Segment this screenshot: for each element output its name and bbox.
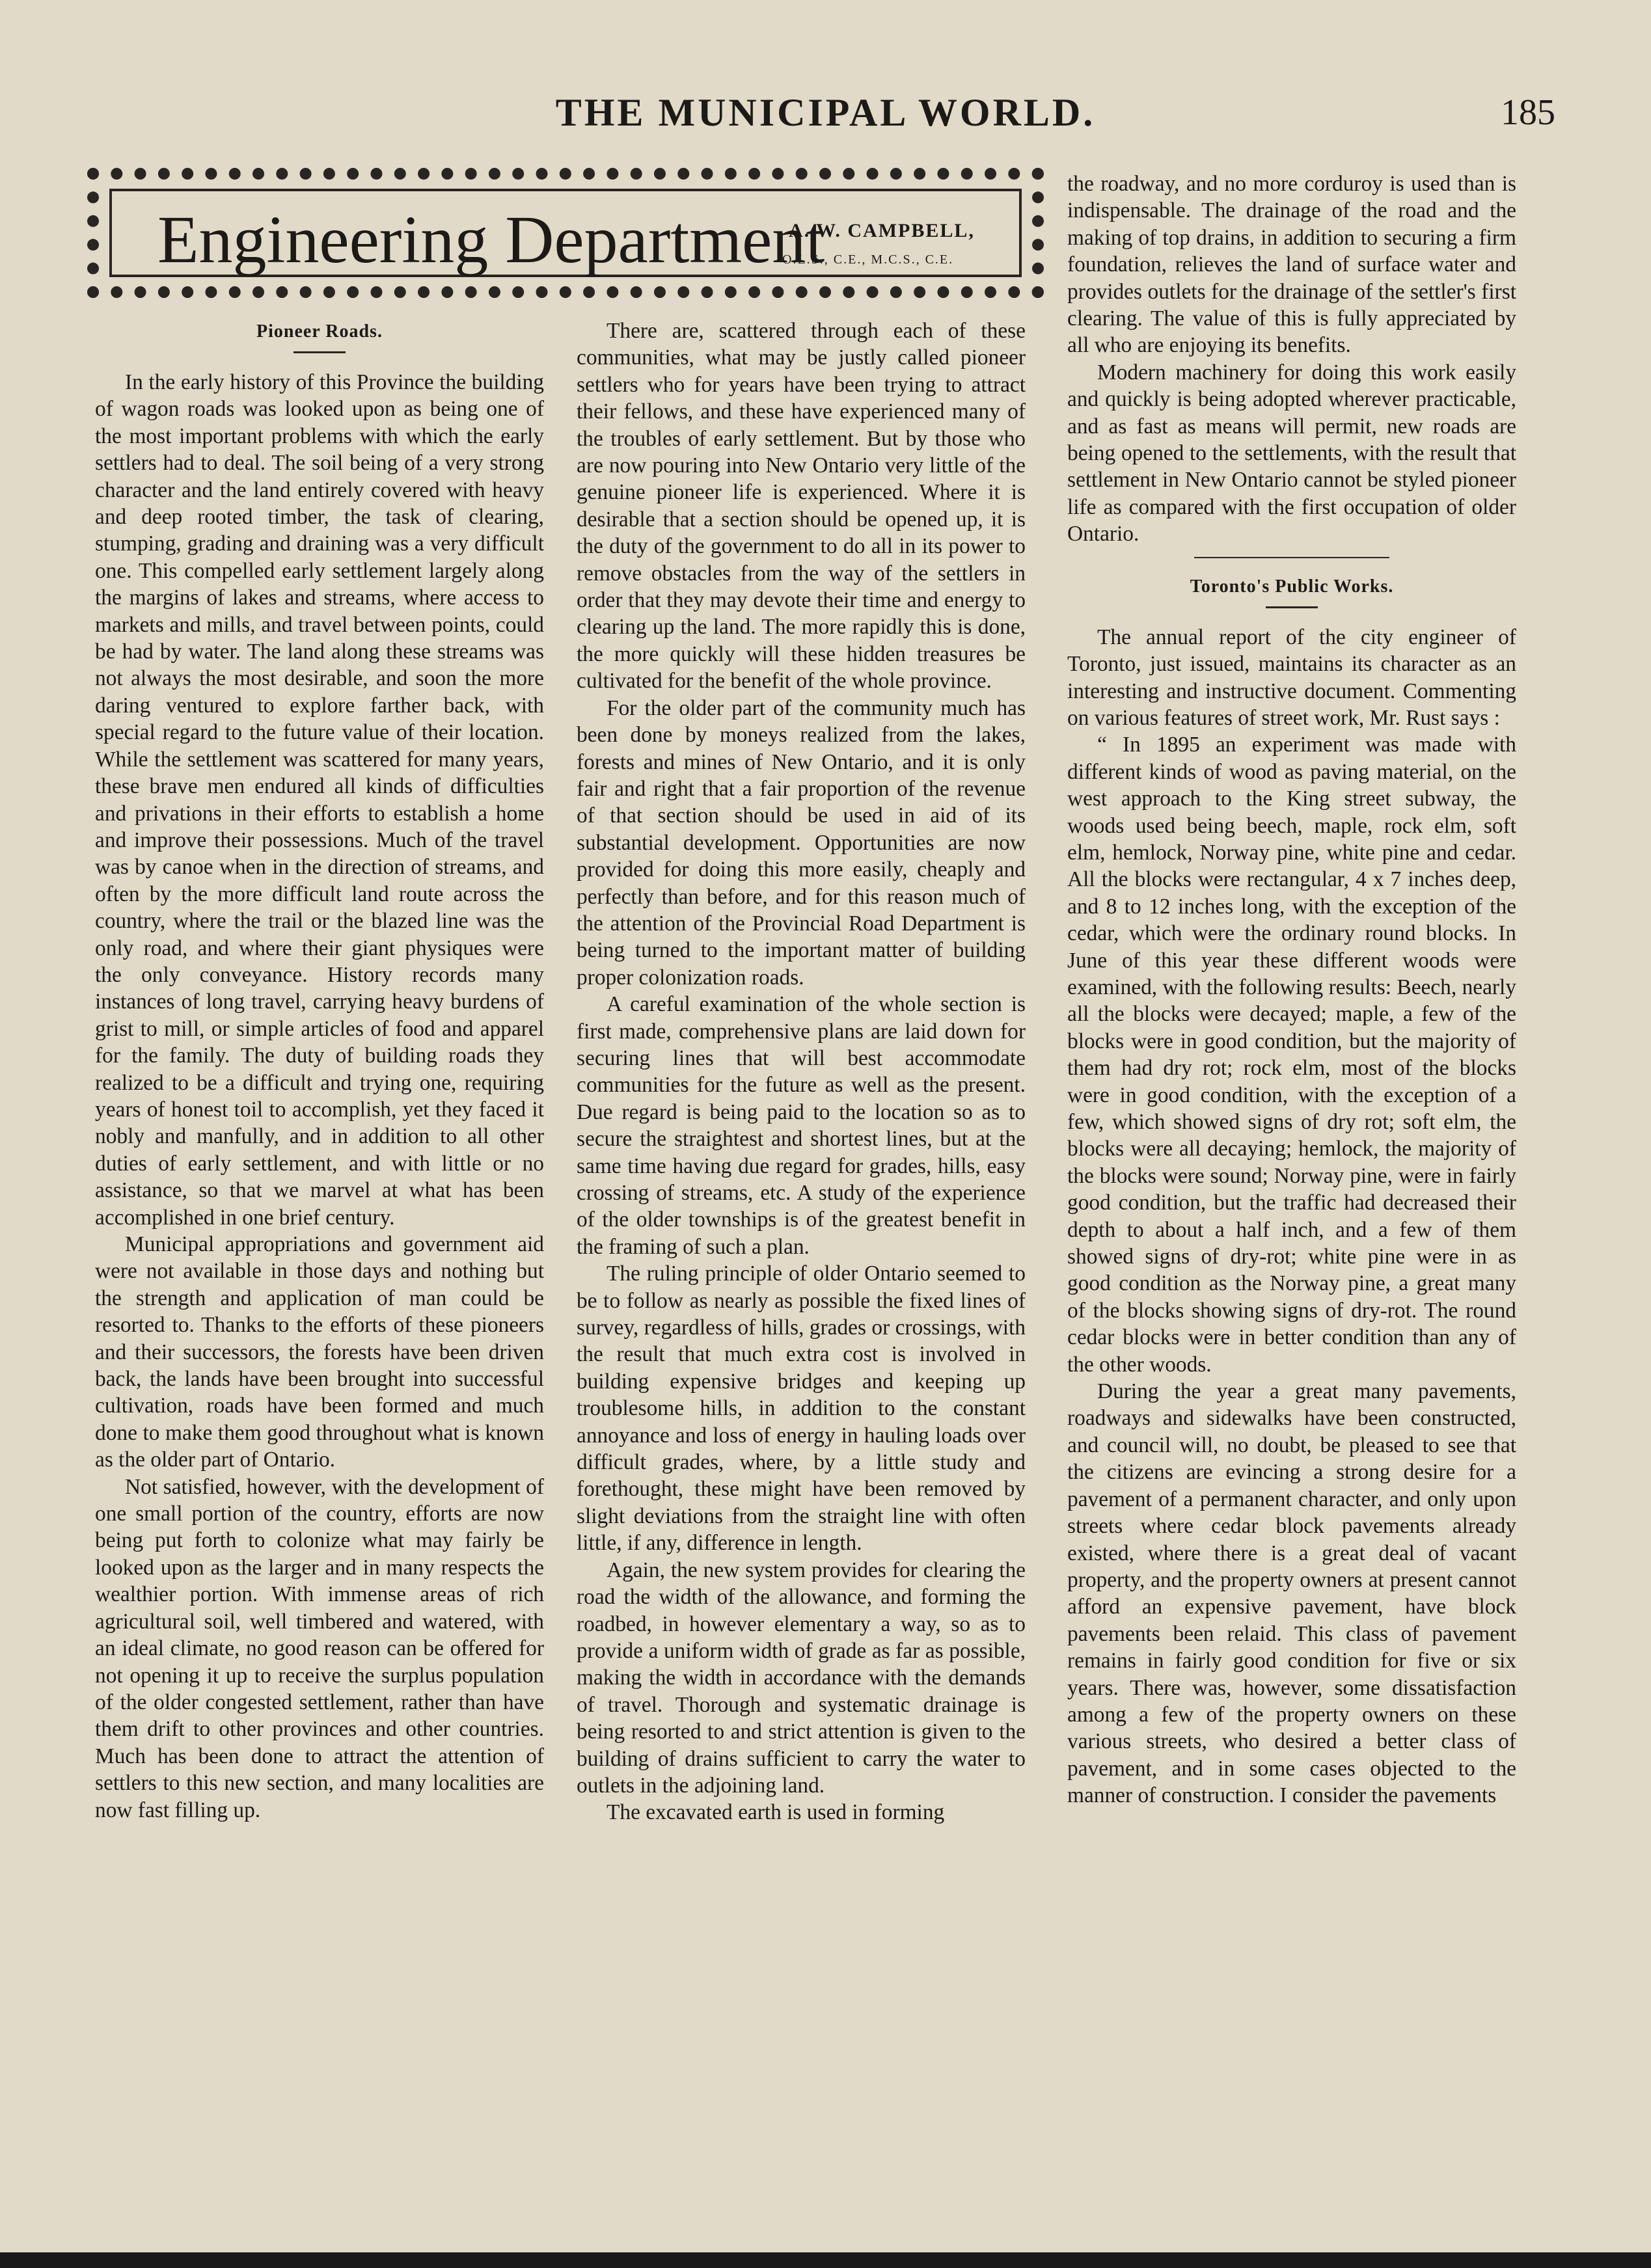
- paragraph: In the early history of this Province the building of wagon roads was looked upon as being one of the most important problems with which the early settlers had to deal. The soil being of a very strong character and the land entirely covered with heavy and deep rooted timber, the task of clearing, stumping, grading and draining was a very difficult one. This compelled early settlement largely along the margins of lakes and streams, where access to markets and mills, and travel between points, could be had by water. The land along these streams was not always the most desirable, and soon the more daring ventured to explore farther back, with special regard to the future value of their location. While the settlement was scattered for many years, these brave men endured all kinds of difficulties and privations in their efforts to establish a home and improve their possessions. Much of the travel was by canoe when in the direction of streams, and often by the more difficult land route across the country, where the trail or the blazed line was the only road, and where their giant physiques were the only conveyance. History records many instances of long travel, carrying heavy burdens of grist to mill, or simple articles of food and apparel for the family. The duty of building roads they realized to be a difficult and trying one, requiring years of honest toil to accomplish, yet they faced it nobly and manfully, and in addition to all other duties of early settlement, and with little or no assistance, so that we marvel at what has been accomplished in one brief century.: [95, 370, 544, 1230]
- byline-credentials: O.L.S., C.E., M.C.S., C.E.: [782, 252, 954, 267]
- column-3: [1067, 170, 1516, 1809]
- paragraph: The annual report of the city engineer of Toronto, just issued, maintains its character as an interesting and instructive document. Commenting on various features of street work, Mr. Rust says :: [1067, 625, 1516, 730]
- section-heading-torontos-public-works: Toronto's Public Works.: [1190, 576, 1394, 597]
- column-2: [577, 317, 1026, 1826]
- heading-rule: [1266, 606, 1318, 608]
- masthead-border: [87, 168, 1044, 298]
- paragraph: During the year a great many pavements, roadways and sidewalks have been constructed, and council will, no doubt, be pleased to see that the citizens are evincing a strong desire for a pavement of a permanent character, and only upon streets where cedar block pavements already existed, where there is a great deal of vacant property, and the property owners at present cannot afford an expensive pavement, have block pavements been relaid. This class of pavement remains in fairly good condition for five or six years. There was, however, some dissatisfaction among a few of the property owners on these various streets, who desired a better class of pavement, and in some cases objected to the manner of construction. I consider the pavements: [1067, 1379, 1516, 1808]
- paragraph: The ruling principle of older Ontario seemed to be to follow as nearly as possible the fixed lines of survey, regardless of hills, grades or crossings, with the result that much extra cost is involved in building expensive bridges and keeping up troublesome hills, in addition to the constant annoyance and loss of energy in hauling loads over difficult grades, where, by a little study and forethought, these might have been removed by slight deviations from the straight line with often little, if any, difference in length.: [577, 1262, 1026, 1556]
- paragraph: Again, the new system provides for clearing the road the width of the allowance, and forming the roadbed, in however elementary a way, so as to provide a uniform width of grade as far as possible, making the width in accordance with the demands of travel. Thorough and systematic drainage is being resorted to and strict attention is given to the building of drains sufficient to carry the water to outlets in the adjoining land.: [577, 1558, 1026, 1798]
- heading-rule: [293, 351, 346, 353]
- byline-author: A. W. CAMPBELL,: [789, 220, 975, 241]
- paragraph: Not satisfied, however, with the development of one small portion of the country, efforts are now being put forth to colonize what may fairly be looked upon as the larger and in many respects the wealthier portion. With immense areas of rich agricultural soil, well timbered and watered, with an ideal climate, no good reason can be offered for not opening it up to receive the surplus population of the older congested settlement, rather than have them drift to other provinces and other countries. Much has been done to attract the attention of settlers to this new section, and many localities are now fast filling up.: [95, 1474, 544, 1822]
- paragraph: There are, scattered through each of these communities, what may be justly called pioneer settlers who for years have been trying to attract their fellows, and these have experienced many of the troubles of early settlement. But by those who are now pouring into New Ontario very little of the genuine pioneer life is experienced. Where it is desirable that a section should be opened up, it is the duty of the government to do all in its power to remove obstacles from the way of the settlers in order that they may devote their time and energy to clearing up the land. The more rapidly this is done, the more quickly will these hidden treasures be cultivated for the benefit of the whole province.: [577, 319, 1026, 694]
- paragraph: Municipal appropriations and government aid were not available in those days and nothing but the strength and application of man could be resorted to. Thanks to the efforts of these pioneers and their successors, the forests have been driven back, the lands have been brought into successful cultivation, roads have been formed and much done to make them good throughout what is known as the older part of Ontario.: [95, 1232, 544, 1472]
- paragraph: the roadway, and no more corduroy is used than is indispensable. The drainage of the road and the making of top drains, in addition to securing a firm foundation, relieves the land of surface water and provides outlets for the drainage of the settler's first clearing. The value of this is fully appreciated by all who are enjoying its benefits.: [1067, 172, 1516, 358]
- paragraph: The excavated earth is used in forming: [607, 1800, 945, 1825]
- department-title: Engineering Department: [157, 202, 825, 277]
- paragraph: Modern machinery for doing this work easily and quickly is being adopted wherever practicable, and as fast as means will permit, new roads are being opened to the settlements, with the result that settlement in New Ontario cannot be styled pioneer life as compared with the first occupation of older Ontario.: [1067, 360, 1516, 547]
- paragraph: A careful examination of the whole section is first made, comprehensive plans are laid down for securing lines that will best accommodate communities for the future as well as the present. Due regard is being paid to the location so as to secure the straightest and shortest lines, but at the same time having due regard for grades, hills, easy crossing of streams, etc. A study of the experience of the older townships is of the greatest benefit in the framing of such a plan.: [577, 992, 1026, 1259]
- masthead-frame: [109, 189, 1022, 277]
- paragraph: “ In 1895 an experiment was made with different kinds of wood as paving material, on the west approach to the King street subway, the woods used being beech, maple, rock elm, soft elm, hemlock, Norway pine, white pine and cedar. All the blocks were rectangular, 4 x 7 inches deep, and 8 to 12 inches long, with the exception of the cedar, which were the ordinary round blocks. In June of this year these different woods were examined, with the following results: Beech, nearly all the blocks were decayed; maple, a few of the blocks were in good condition, but the majority of them had dry rot; rock elm, most of the blocks were in good condition, with the exception of a few, which showed signs of dry rot; soft elm, the blocks were all decaying; hemlock, the majority of the blocks were sound; Norway pine, were in fairly good condition, but the traffic had decreased their depth to about a half inch, and a few of them showed signs of dry-rot; white pine were in as good condition as the Norway pine, a great many of the blocks showing signs of dry-rot. The round cedar blocks were in better condition than any of the other woods.: [1067, 733, 1516, 1377]
- running-title: THE MUNICIPAL WORLD.: [555, 91, 1096, 134]
- section-divider: [1194, 557, 1389, 558]
- column-1: [95, 319, 544, 1824]
- page-number: 185: [1501, 92, 1555, 133]
- paragraph: For the older part of the community much has been done by moneys realized from the lakes, forests and mines of New Ontario, and it is only fair and right that a fair proportion of the revenue of that section should be used in aid of its substantial development. Opportunities are now provided for doing this more easily, cheaply and perfectly than before, and for this reason much of the attention of the Provincial Road Department is being turned to the important matter of building proper colonization roads.: [577, 695, 1026, 990]
- section-heading-pioneer-roads: Pioneer Roads.: [256, 321, 383, 342]
- scan-edge: [0, 2252, 1651, 2268]
